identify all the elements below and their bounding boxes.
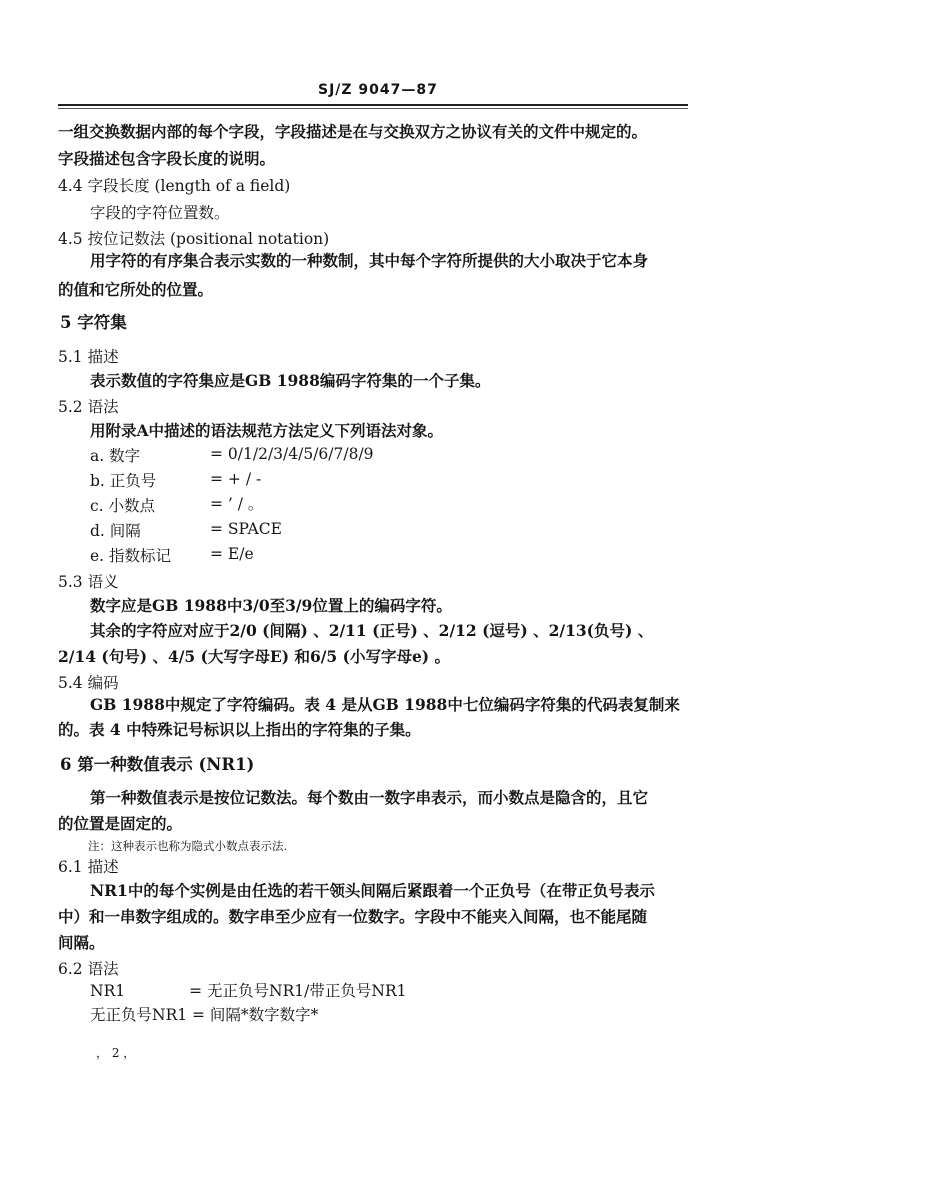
header-rule bbox=[58, 104, 688, 106]
section-heading: 5.1 描述 bbox=[58, 348, 119, 366]
syntax-item-label: a. 数字 bbox=[90, 447, 141, 465]
paragraph-line: 字段描述包含字段长度的说明。 bbox=[58, 149, 276, 168]
paragraph-line: 数字应是GB 1988中3/0至3/9位置上的编码字符。 bbox=[90, 596, 452, 615]
paragraph-line: 的。表 4 中特殊记号标识以上指出的字符集的子集。 bbox=[58, 720, 421, 739]
paragraph-line: 其余的字符应对应于2/0 (间隔) 、2/11 (正号) 、2/12 (逗号) 、2/13(负号) 、 bbox=[90, 621, 654, 640]
syntax-item-value: = + / - bbox=[210, 470, 262, 488]
paragraph-line: 2/14 (句号) 、4/5 (大写字母E) 和6/5 (小写字母e) 。 bbox=[58, 647, 451, 666]
section-heading: 5.4 编码 bbox=[58, 674, 119, 692]
syntax-item-value: = SPACE bbox=[210, 520, 282, 538]
paragraph-line: 第一种数值表示是按位记数法。每个数由一数字串表示，而小数点是隐含的，且它 bbox=[90, 788, 649, 807]
paragraph-line: 中）和一串数字组成的。数字串至少应有一位数字。字段中不能夹入间隔，也不能尾随 bbox=[58, 907, 648, 926]
paragraph-line: 用附录A中描述的语法规范方法定义下列语法对象。 bbox=[90, 421, 444, 440]
page-number: ， 2 ， bbox=[96, 1046, 136, 1060]
section-heading: 5.3 语义 bbox=[58, 573, 119, 591]
syntax-item-label: d. 间隔 bbox=[90, 522, 141, 540]
paragraph-line: 表示数值的字符集应是GB 1988编码字符集的一个子集。 bbox=[90, 371, 491, 390]
syntax-item-label: c. 小数点 bbox=[90, 497, 156, 515]
paragraph-line: GB 1988中规定了字符编码。表 4 是从GB 1988中七位编码字符集的代码表复制来 bbox=[90, 695, 680, 714]
syntax-rule: NR1 = 无正负号NR1/带正负号NR1 bbox=[90, 982, 407, 1000]
section-heading: 4.5 按位记数法 (positional notation) bbox=[58, 230, 330, 248]
syntax-rule: 无正负号NR1 = 间隔*数字数字* bbox=[90, 1006, 319, 1024]
paragraph-line: 字段的字符位置数。 bbox=[90, 204, 230, 222]
paragraph-line: 的位置是固定的。 bbox=[58, 814, 183, 833]
section-heading: 4.4 字段长度 (length of a field) bbox=[58, 177, 291, 195]
page-header: SJ/Z 9047—87 bbox=[318, 82, 438, 98]
chapter-heading: 6 第一种数值表示 (NR1) bbox=[60, 755, 255, 774]
chapter-heading: 5 字符集 bbox=[60, 313, 127, 332]
header-rule-thin bbox=[58, 108, 688, 109]
section-heading: 6.2 语法 bbox=[58, 960, 119, 978]
syntax-item-label: b. 正负号 bbox=[90, 472, 157, 490]
section-heading: 5.2 语法 bbox=[58, 398, 119, 416]
paragraph-line: 用字符的有序集合表示实数的一种数制，其中每个字符所提供的大小取决于它本身 bbox=[90, 251, 649, 270]
syntax-item-value: = E/e bbox=[210, 545, 254, 563]
section-heading: 6.1 描述 bbox=[58, 858, 119, 876]
note-line: 注：这种表示也称为隐式小数点表示法. bbox=[88, 839, 288, 853]
syntax-item-value: = ’ / 。 bbox=[210, 495, 264, 513]
syntax-item-label: e. 指数标记 bbox=[90, 547, 172, 565]
paragraph-line: 间隔。 bbox=[58, 933, 105, 952]
paragraph-line: 的值和它所处的位置。 bbox=[58, 280, 214, 299]
paragraph-line: NR1中的每个实例是由任选的若干领头间隔后紧跟着一个正负号（在带正负号表示 bbox=[90, 881, 655, 900]
syntax-item-value: = 0/1/2/3/4/5/6/7/8/9 bbox=[210, 445, 374, 463]
paragraph-line: 一组交换数据内部的每个字段，字段描述是在与交换双方之协议有关的文件中规定的。 bbox=[58, 122, 648, 141]
